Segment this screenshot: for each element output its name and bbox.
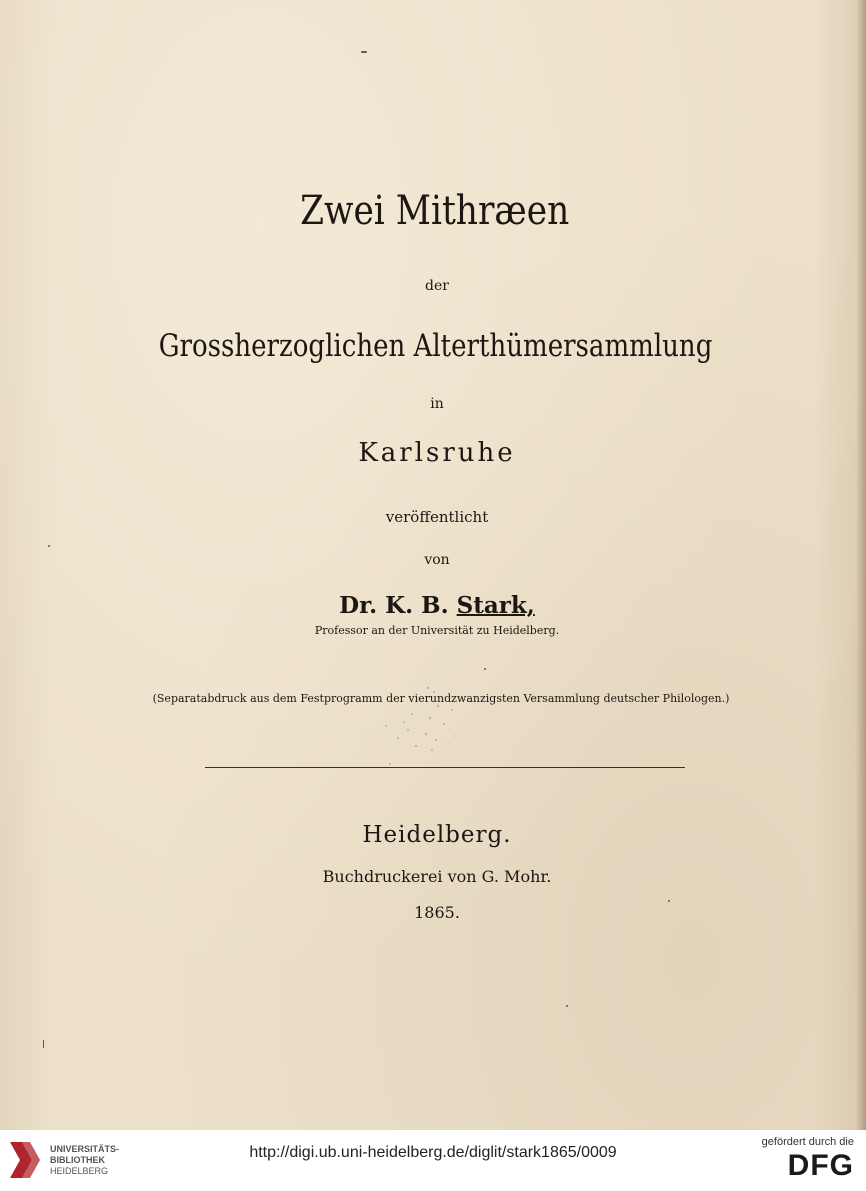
author-prefix: Dr. K. B. bbox=[339, 592, 457, 619]
offprint-note: (Separatabdruck aus dem Festprogramm der vierundzwanzigsten Versammlung deutscher Philologen.) bbox=[152, 692, 730, 705]
paper-speck bbox=[668, 900, 670, 902]
paper-speck bbox=[43, 1040, 44, 1048]
library-name-line2: BIBLIOTHEK bbox=[50, 1154, 105, 1165]
collection-name: Grossherzoglichen Alterthümersammlung bbox=[158, 328, 713, 364]
paper-speck bbox=[484, 668, 486, 670]
horizontal-rule bbox=[205, 767, 685, 768]
paper-speck bbox=[361, 51, 367, 53]
printer-line: Buchdruckerei von G. Mohr. bbox=[322, 867, 552, 886]
publication-place: Heidelberg. bbox=[362, 822, 512, 848]
publication-year: 1865. bbox=[414, 903, 460, 922]
funder-block[interactable] bbox=[762, 1136, 854, 1182]
city-name: Karlsruhe bbox=[358, 438, 516, 468]
published-label: veröffentlicht bbox=[385, 508, 489, 526]
paper-speck bbox=[48, 545, 50, 547]
library-name-line1: UNIVERSITÄTS- bbox=[50, 1143, 120, 1154]
funded-by-label: gefördert durch die bbox=[761, 1136, 854, 1148]
word-der: der bbox=[425, 278, 449, 294]
permalink-url[interactable]: http://digi.ub.uni-heidelberg.de/diglit/stark1865/0009 bbox=[249, 1144, 617, 1161]
paper-speck bbox=[566, 1005, 568, 1007]
dfg-logo-icon: DFG bbox=[787, 1149, 854, 1182]
viewer-footer bbox=[0, 1130, 866, 1191]
author-surname: Stark, bbox=[456, 592, 535, 619]
faint-stamp-mark bbox=[368, 680, 488, 770]
library-name-line3: HEIDELBERG bbox=[50, 1165, 109, 1176]
author-affiliation: Professor an der Universität zu Heidelberg. bbox=[314, 624, 560, 637]
book-title: Zwei Mithræen bbox=[300, 188, 570, 234]
word-in: in bbox=[430, 396, 444, 412]
word-von: von bbox=[424, 552, 450, 568]
author-line bbox=[4, 592, 866, 619]
